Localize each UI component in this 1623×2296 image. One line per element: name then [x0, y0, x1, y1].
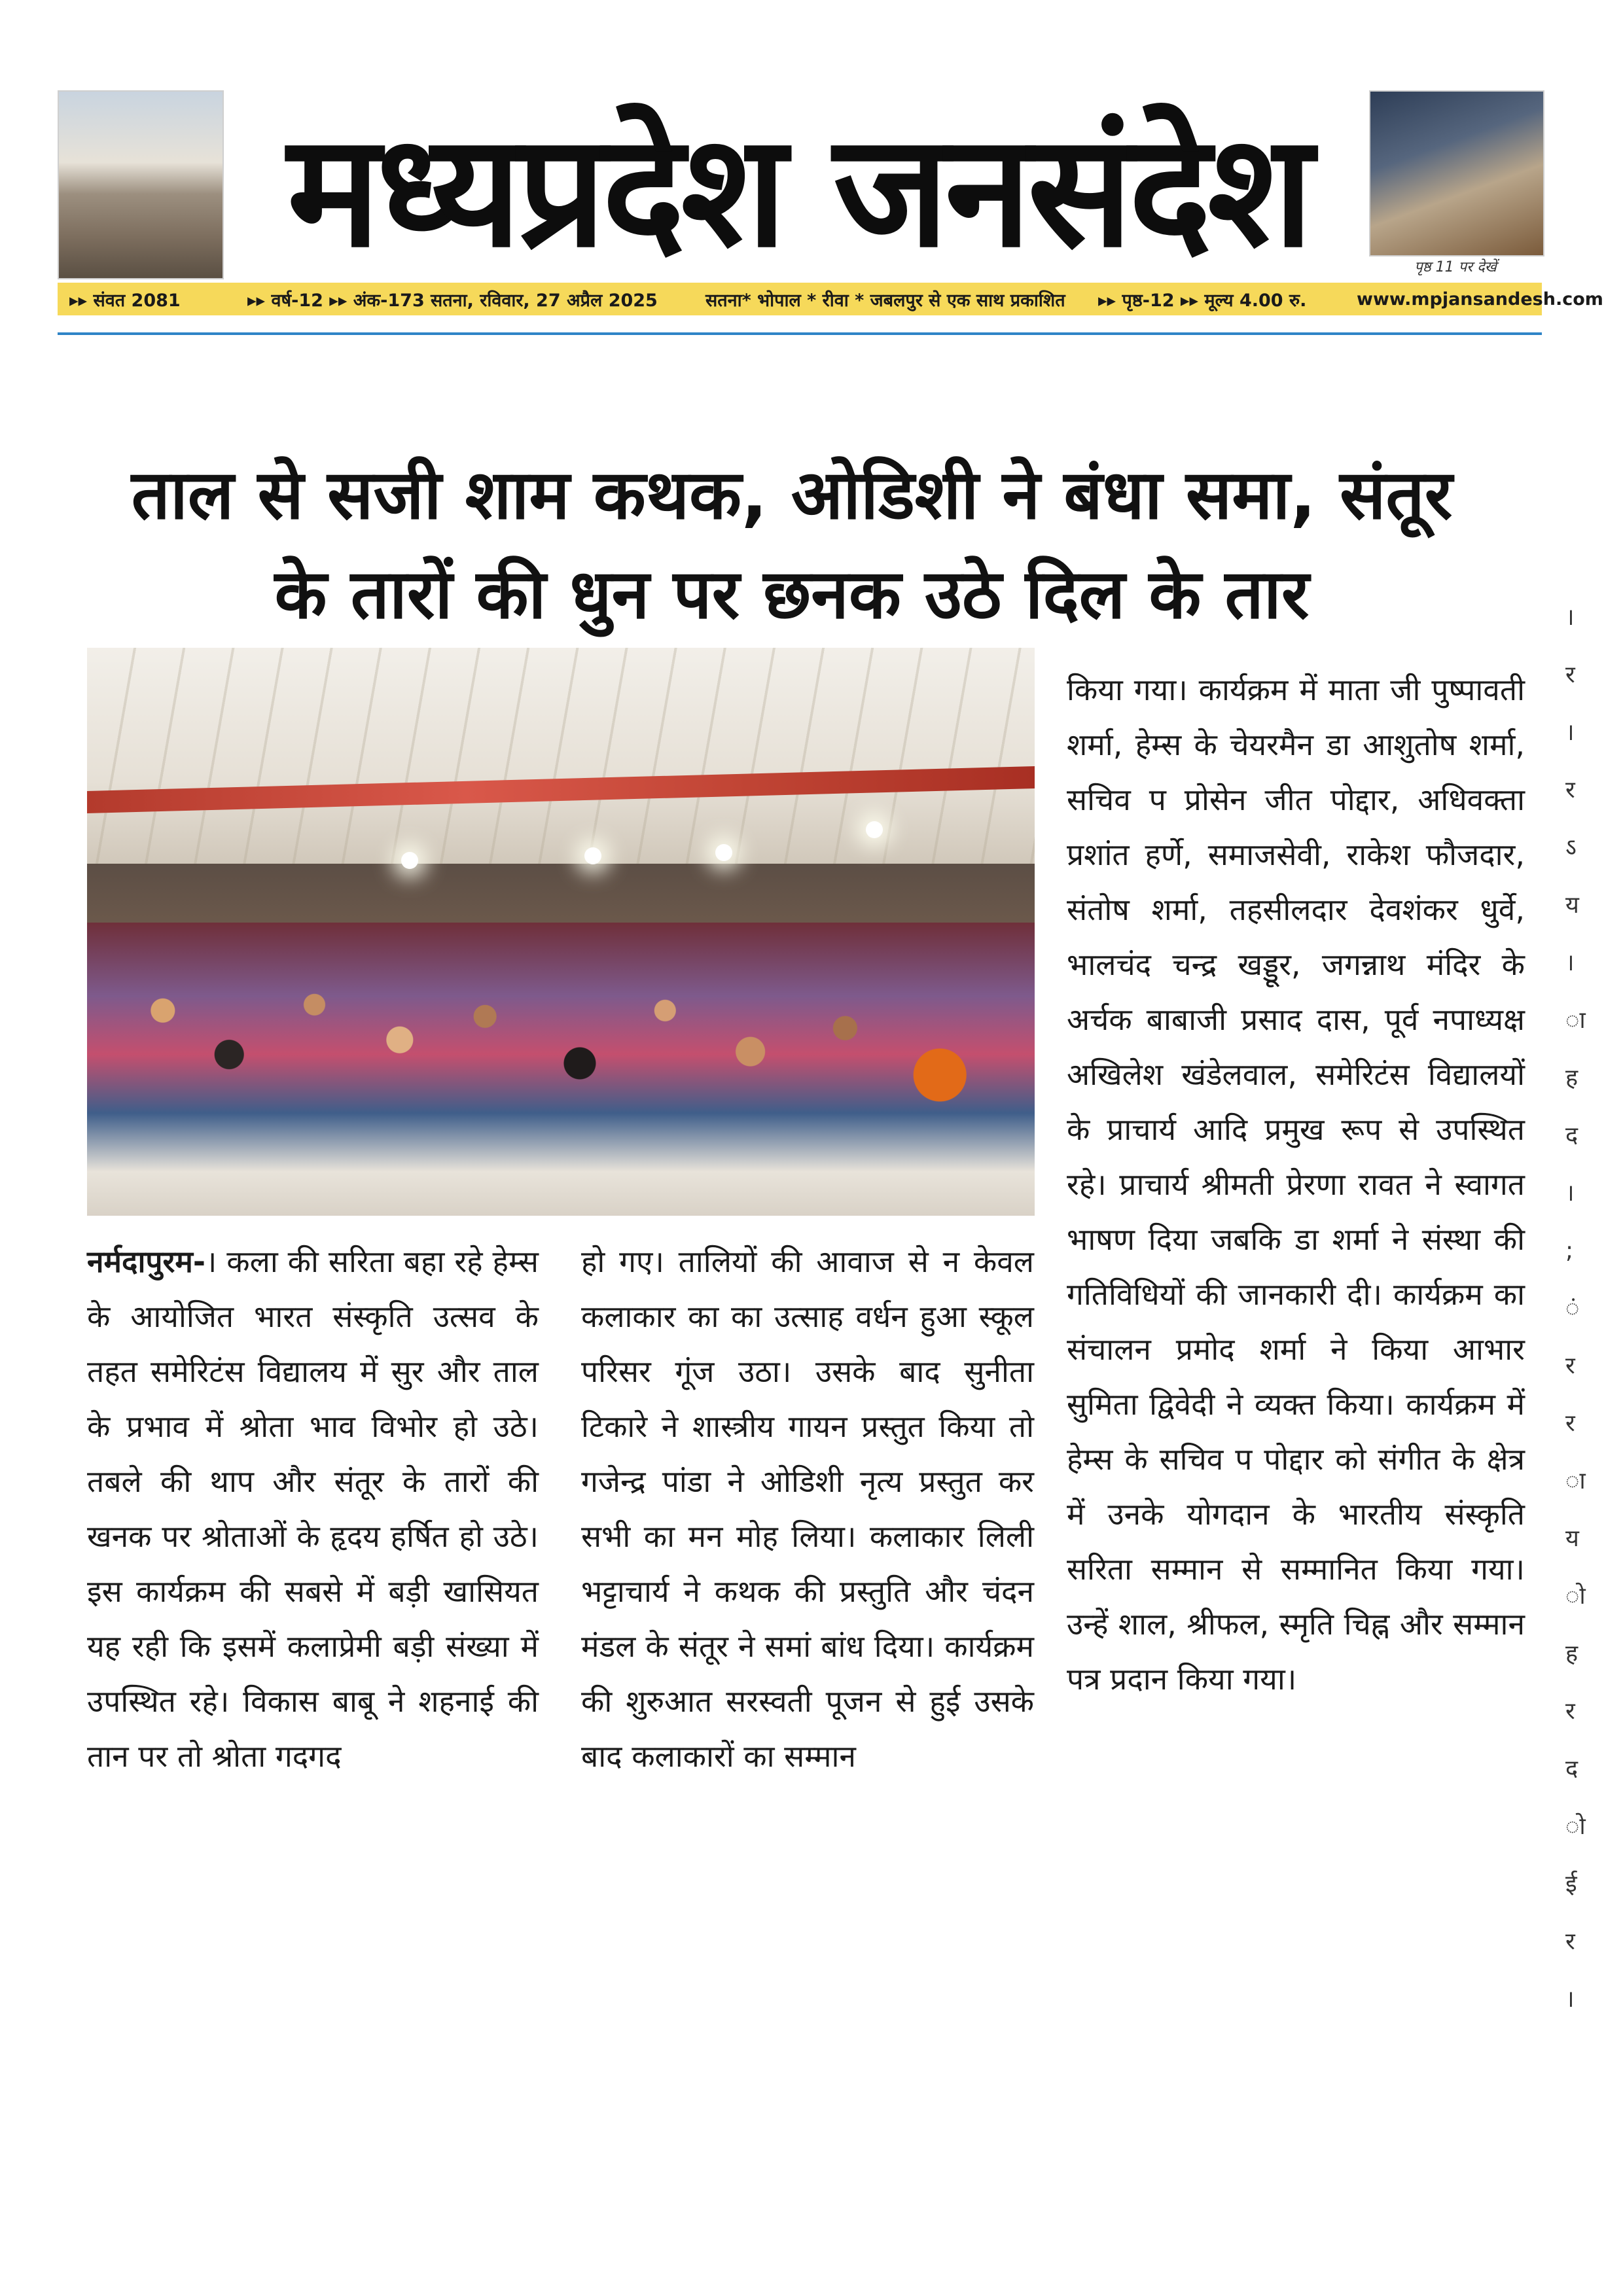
dateline: नर्मदापुरम-: [87, 1244, 205, 1279]
article-column-2: हो गए। तालियों की आवाज से न केवल कलाकार का का उत्साह वर्धन हुआ स्कूल परिसर गूंज उठा। उसके बाद सुनीता टिकारे ने शास्त्रीय गायन प्रस्तुत किया तो गजेन्द्र पांडा ने ओडिशी नृत्य प्रस्तुत कर सभी का मन मोह लिया। कलाकार लिली भट्टाचार्य ने कथक की प्रस्तुति और चंदन मंडल के संतूर ने समां बांध दिया। कार्यक्रम की शुरुआत सरस्वती पूजन से हुई उसके बाद कलाकारों का सम्मान: [581, 1244, 1034, 1774]
year-issue-label: ▸▸ वर्ष-12 ▸▸ अंक-173: [247, 290, 425, 311]
stage-light-icon: [584, 847, 601, 864]
stage-light-icon: [401, 852, 418, 869]
headline-line-1: ताल से सजी शाम कथक, ओडिशी ने बंधा समा, संतूर: [131, 455, 1453, 535]
promo-page-note: पृष्ठ 11 पर देखें: [1414, 259, 1497, 275]
stage-light-icon: [715, 844, 732, 861]
stage-light-icon: [866, 821, 883, 838]
masthead-right-photo: [1369, 90, 1544, 256]
masthead-info-bar: [58, 283, 1603, 315]
samvat-label: ▸▸ संवत 2081: [69, 290, 181, 311]
page-price-label: ▸▸ पृष्ठ-12 ▸▸ मूल्य 4.00 रु.: [1098, 290, 1307, 311]
article-column-1: [87, 1234, 539, 1784]
place-date-label: सतना, रविवार, 27 अप्रैल 2025: [431, 290, 658, 311]
column-1-text: । कला की सरिता बहा रहे हेम्स के आयोजित भारत संस्कृति उत्सव के तहत समेरिटंस विद्यालय में सुर और ताल के प्रभाव में श्रोता भाव विभोर हो उठे। तबले की थाप और संतूर के तारों की खनक पर श्रोताओं के हृदय हर्षित हो उठे। इस कार्यक्रम की सबसे में बड़ी खासियत यह रही कि इसमें कलाप्रेमी बड़ी संख्या में उपस्थित रहे। विकास बाबू ने शहनाई की तान पर तो श्रोता गदगद: [87, 1244, 539, 1774]
masthead-left-photo: [58, 90, 224, 279]
article-headline: [65, 445, 1518, 644]
article-column-3: किया गया। कार्यक्रम में माता जी पुष्पावती शर्मा, हेम्स के चेयरमैन डा आशुतोष शर्मा, सचिव प प्रोसेन जीत पोद्दार, अधिवक्ता प्रशांत हर्णे, समाजसेवी, राकेश फौजदार, संतोष शर्मा, तहसीलदार देवशंकर धुर्वे, भालचंद चन्द्र खड्डूर, जगन्नाथ मंदिर के अर्चक बाबाजी प्रसाद दास, पूर्व नपाध्यक्ष अखिलेश खंडेलवाल, समेरिटंस विद्यालयों के प्राचार्य आदि प्रमुख रूप से उपस्थित रहे। प्राचार्य श्रीमती प्रेरणा रावत ने स्वागत भाषण दिया जबकि डा शर्मा ने संस्था की गतिविधियों की जानकारी दी। कार्यक्रम का संचालन प्रमोद शर्मा ने किया आभार सुमिता द्विवेदी ने व्यक्त किया। कार्यक्रम में हेम्स के सचिव प पोद्दार को संगीत के क्षेत्र में उनके योगदान के भारतीय संस्कृति सरिता सम्मान से सम्मानित किया गया। उन्हें शाल, श्रीफल, स्मृति चिह्न और सम्मान पत्र प्रदान किया गया।: [1067, 672, 1525, 1697]
editions-label: सतना* भोपाल * रीवा * जबलपुर से एक साथ प्रकाशित: [705, 290, 1065, 311]
article-photo: [87, 648, 1035, 1216]
headline-line-2: के तारों की धुन पर छनक उठे दिल के तार: [274, 554, 1310, 634]
website-link[interactable]: www.mpjansandesh.com: [1357, 289, 1603, 309]
masthead-divider: [58, 332, 1542, 335]
clipped-adjacent-column: । र । र ऽ य । ा ह द । ; ं र र ा य ो ह र द ो ई र ।: [1565, 604, 1586, 2013]
newspaper-title: मध्यप्रदेश जनसंदेश: [287, 101, 1310, 282]
